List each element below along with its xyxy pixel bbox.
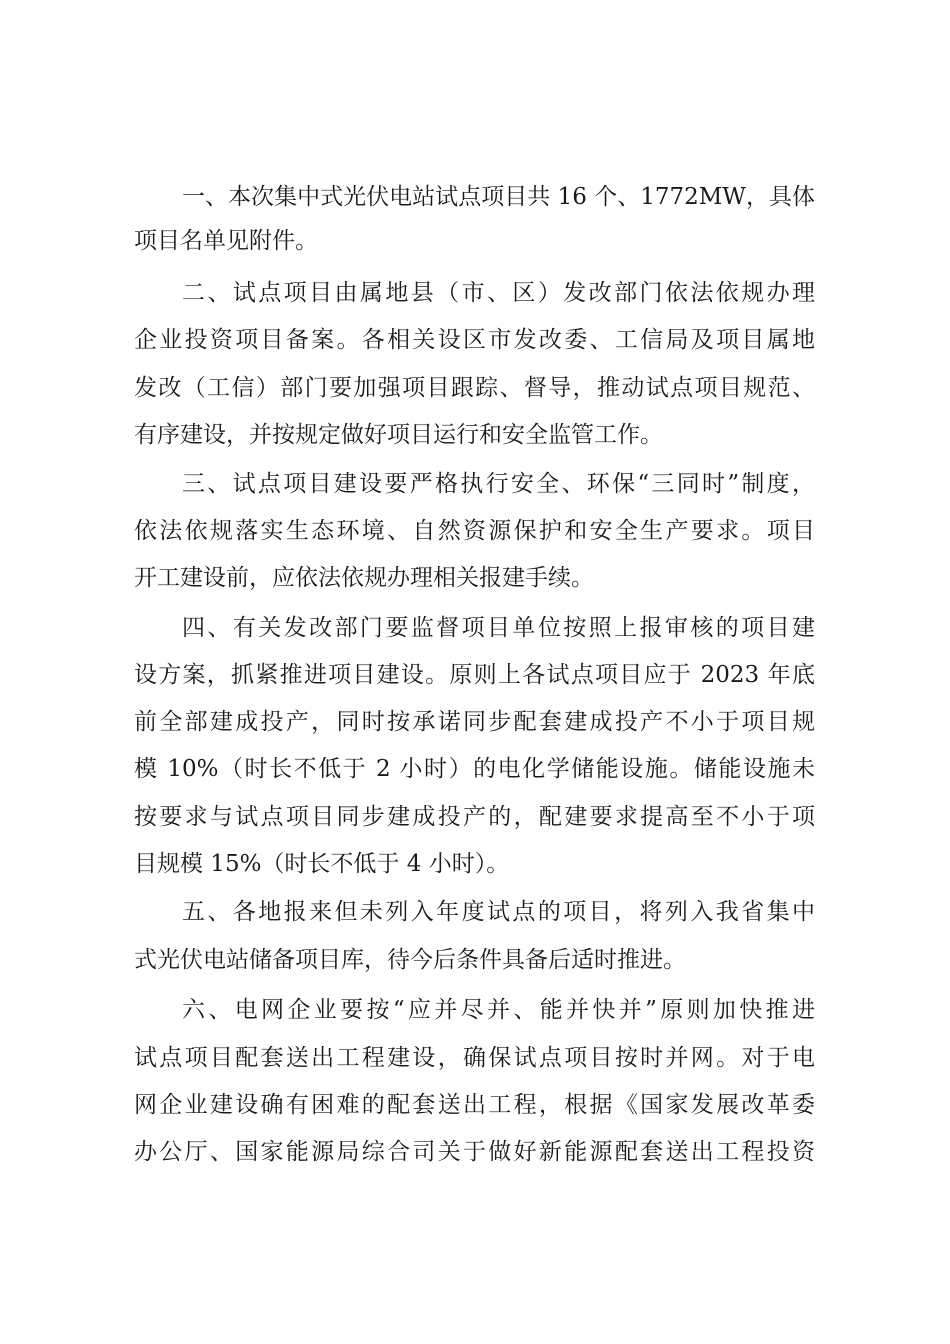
paragraph-4-line-1: 四、有关发改部门要监督项目单位按照上报审核的项目建 [182,615,815,641]
paragraph-3-line-3: 开工建设前，应依法依规办理相关报建手续。 [134,565,594,591]
paragraph-4-line-4: 模 10%（时长不低于 2 小时）的电化学储能设施。储能设施未 [134,756,815,782]
paragraph-3-line-2: 依法依规落实生态环境、自然资源保护和安全生产要求。项目 [134,518,815,544]
paragraph-5-line-1: 五、各地报来但未列入年度试点的项目，将列入我省集中 [182,899,815,925]
paragraph-1-line-1: 一、本次集中式光伏电站试点项目共 16 个、1772MW，具体 [182,184,815,210]
paragraph-6-line-4: 办公厅、国家能源局综合司关于做好新能源配套送出工程投资 [134,1139,815,1165]
paragraph-2-line-3: 发改（工信）部门要加强项目跟踪、督导，推动试点项目规范、 [134,375,815,401]
paragraph-6-line-3: 网企业建设确有困难的配套送出工程，根据《国家发展改革委 [134,1092,815,1118]
paragraph-2-line-4: 有序建设，并按规定做好项目运行和安全监管工作。 [134,422,663,448]
paragraph-2-line-2: 企业投资项目备案。各相关设区市发改委、工信局及项目属地 [134,327,815,353]
paragraph-4-line-6: 目规模 15%（时长不低于 4 小时）。 [134,851,510,877]
paragraph-4-line-3: 前全部建成投产，同时按承诺同步配套建成投产不小于项目规 [134,709,815,735]
paragraph-6-line-1: 六、电网企业要按“应并尽并、能并快并”原则加快推进 [182,997,815,1023]
paragraph-4-line-2: 设方案，抓紧推进项目建设。原则上各试点项目应于 2023 年底 [134,662,815,688]
paragraph-3-line-1: 三、试点项目建设要严格执行安全、环保“三同时”制度， [182,471,815,497]
paragraph-6-line-2: 试点项目配套送出工程建设，确保试点项目按时并网。对于电 [134,1045,815,1071]
paragraph-1-line-2: 项目名单见附件。 [134,228,318,254]
paragraph-2-line-1: 二、试点项目由属地县（市、区）发改部门依法依规办理 [182,280,815,306]
paragraph-5-line-2: 式光伏电站储备项目库，待今后条件具备后适时推进。 [134,947,686,973]
paragraph-4-line-5: 按要求与试点项目同步建成投产的，配建要求提高至不小于项 [134,804,815,830]
